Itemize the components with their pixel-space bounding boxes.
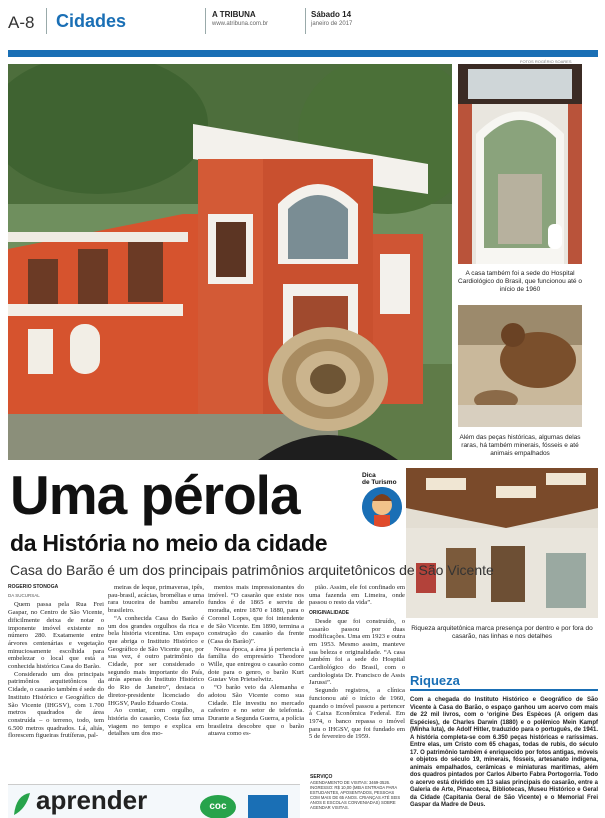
caption-animals: Além das peças históricas, algumas delas raras, há também minerais, fósseis e até animais empalhados	[459, 434, 581, 457]
article-author: ROGÉRIO STONOGA	[8, 584, 59, 590]
newspaper-name: A TRIBUNA	[212, 10, 256, 19]
dica-label-line2: de Turismo	[362, 479, 397, 486]
photo-interior	[406, 468, 598, 641]
article-paragraph: Desde que foi construído, o casarão passou por duas modificações. Uma em 1923 e outra em 1953. Mesmo assim, manteve sua beleza e originalidade. “A casa também foi a sede do Hospital Cardiológico do Brasil, com o cardiologista Dr. Francisco de Assis Jarussi”.	[309, 617, 405, 687]
riqueza-title: Riqueza	[410, 673, 460, 688]
side-photo-animals	[458, 305, 582, 458]
article-paragraph: “A conhecida Casa do Barão é um dos grandes orgulhos da rica e bela história vicentina. Um espaço que abriga o Instituto Histórico e Geográfico de São Vicente que, por sua vez, é outro patrimônio da Cidade, por ser considerado o segundo mais importante do País, atrás apenas do Instituto Histórico do Rio de Janeiro”, destaca o diretor-presidente licenciado do IHGSV, Paulo Eduardo Costa.	[108, 614, 204, 707]
riqueza-rule	[410, 689, 598, 691]
advertisement-banner[interactable]	[8, 784, 300, 818]
caption-interior: Riqueza arquitetônica marca presença por dentro e por fora do casarão, nas linhas e nos detalhes	[411, 625, 593, 640]
article-paragraph: Considerado um dos principais patrimônios arquitetônicos da Cidade, o casarão também é sede do Instituto Histórico e Geográfico de São Vicente (IHGSV), com 1.700 metros quadrados de área construída – o terreno, todo, tem 6.500 metros quadrados. Lá, aliás, florescem figueiras frutíferas, pal-	[8, 670, 104, 740]
section-color-bar	[8, 50, 598, 57]
article-subhead: ORIGINALIDADE	[309, 610, 349, 617]
caption-corridor: A casa também foi a sede do Hospital Cardiológico do Brasil, que funcionou até o início de 1960	[458, 270, 582, 293]
newspaper-website: www.atribuna.com.br	[212, 21, 269, 27]
dica-label-line1: Dica	[362, 472, 376, 479]
article-paragraph: pião. Assim, ele foi confinado em uma fazenda em Limeira, onde passou o resto da vida”.	[309, 584, 405, 607]
article-bureau: DA SUCURSAL	[8, 592, 40, 598]
house-illustration	[8, 64, 452, 460]
page-number: A-8	[8, 13, 35, 32]
interior-illustration	[406, 468, 598, 618]
article-paragraph: meiras de leque, primaveras, ipês, pau-brasil, acácias, bromélias e uma rara touceira de bambu amarelo brasileiro.	[108, 584, 204, 615]
corridor-illustration	[458, 64, 582, 264]
article-paragraph: Ao contar, com orgulho, a história do casarão, Costa faz uma viagem no tempo e explica em detalhes um dos mo-	[108, 707, 204, 738]
article-column-3	[208, 584, 304, 784]
stuffed-animals-illustration	[458, 305, 582, 427]
side-photo-corridor	[458, 64, 582, 294]
article-paragraph: mentos mais impressionantes do imóvel. “O casarão que existe nos fundos é de 1865 e serviu de moradia, entre 1870 e 1880, para o Coronel Lopes, que foi intendente de São Vicente. Em 1890, termina a construção do casarão da frente (Casa do Barão)”.	[208, 584, 304, 645]
article-column-4	[309, 584, 405, 772]
dica-turismo-label	[362, 472, 404, 486]
tourism-mascot-icon	[362, 487, 402, 527]
photo-credit: FOTOS ROGÉRIO SOARES	[520, 59, 572, 64]
article-paragraph: Quem passa pela Rua Frei Gaspar, no Centro de São Vicente, dificilmente deixa de notar o imponente imóvel existente no número 280. Exatamente entre árvores centenárias e vegetação minuciosamente escolhida para embelezar o local que está a conhecida histórica Casa do Barão.	[8, 601, 104, 671]
header-divider	[305, 8, 306, 34]
article-paragraph: Segundo registros, a clínica funcionou até o início de 1960, quando o imóvel passou a pertencer à Caixa Econômica Federal. Em 1974, o banco repassa o imóvel para o IHGSV, que foi fundado em 5 de fevereiro de 1959.	[309, 687, 405, 741]
edition-weekday: Sábado 14	[311, 10, 352, 19]
headline-subtitle: da História no meio da cidade	[10, 530, 328, 556]
ad-leaf-icon	[12, 791, 32, 817]
article-column-2	[108, 584, 204, 784]
ad-headline: aprender	[36, 785, 148, 815]
riqueza-body: Com a chegada do Instituto Histórico e Geográfico de São Vicente à Casa do Barão, o espaço ganhou um acervo com mais de 22 mil livros, com o ‘origine Des Espèces (A origem das Espécies), de Charles Darwin (1880) e o polêmico Mein Kampf (Minha luta), de Adolf Hitler, traduzido para o português, de 1941. A história completa-se com 6.350 peças históricas e raríssimas. Entre elas, um Cristo com 65 chagas, todas de rubis, do século 17. O patrimônio também é enriquecido por fotos antigas, móveis e objetos do século 19, minerais, fósseis, artesanato indígena, animais empalhados, cerâmicas e miniaturas marítimas, além dos quadros pintados por Carlos Alberto Fabra Portogorria. Todo o acervo está dividido em 13 salas principais do casarão, entre a Galeria de Arte, Pinacoteca, Bibliotecas, Museu Histórico e Geral da Cidade (Capitania Geral de São Vicente) e o Memorial Frei Gaspar da Madre de Deus.	[410, 697, 598, 808]
article-paragraph: “O barão veio da Alemanha e adotou São Vicente como sua Cidade. Ele investiu no mercado cafeeiro e no setor de telefonia. Durante a Segunda Guerra, a polícia brasileira descobre que o barão atuava como es-	[208, 684, 304, 738]
main-photo-house	[8, 64, 452, 460]
article-column-1	[8, 584, 104, 784]
header-divider	[46, 8, 47, 34]
header-divider	[205, 8, 206, 34]
ad-brand-logo: coc	[200, 795, 236, 818]
ad-image	[248, 795, 288, 818]
section-title: Cidades	[56, 11, 127, 31]
headline-dek: Casa do Barão é um dos principais patrimônios arquitetônicos de São Vicente	[10, 562, 494, 578]
headline-title: Uma pérola	[10, 464, 300, 526]
servico-title: SERVIÇO	[310, 774, 333, 780]
edition-date: janeiro de 2017	[311, 21, 353, 27]
servico-text: AGENDAMENTO DE VISITAS: 3469-3526. INGRESSO: R$ 10,00 (MEIA ENTRADA PARA ESTUDANTES, APOSENTADOS, PESSOAS COM MAIS DE 65 ANOS. CRIANÇAS ATÉ SEIS ANOS E ESCOLAS CONVENIADAS) SOBRE AGENDAR VISITAS.	[310, 780, 401, 810]
article-paragraph: Nessa época, a área já pertencia à família do empresário Theodore Wille, que entregou o casarão como dote para o genro, o barão Kurt Gustav Von Prietselwitz.	[208, 645, 304, 684]
